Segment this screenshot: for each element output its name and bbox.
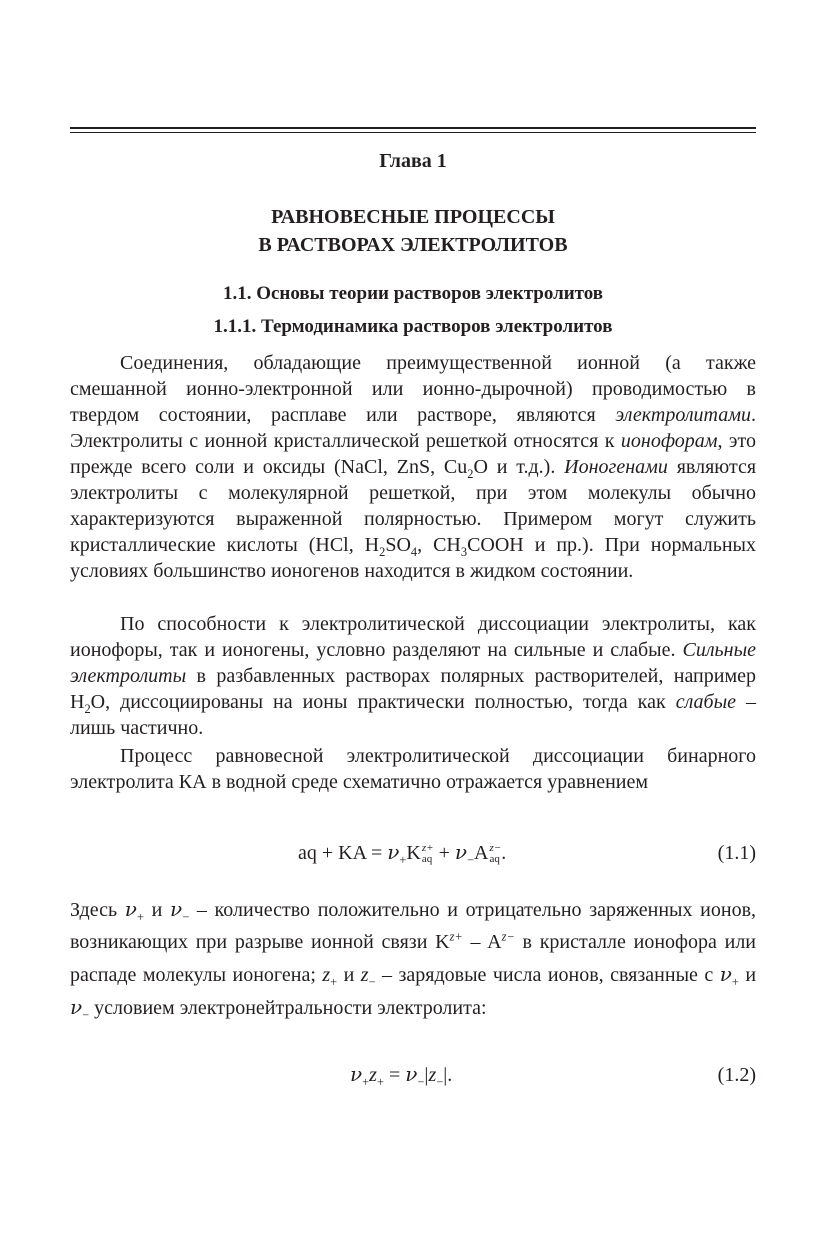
- chapter-number: Глава 1: [379, 150, 447, 172]
- paragraph-1: Соединения, обладающие преимущественной ионной (а также смешанной ионно-электронной или ионно-дырочной) проводимостью в твердом состоянии, расплаве или растворе, являются электролитами. Электролиты с ионной кристаллической решеткой относятся к ионофорам, это прежде всего соли и оксиды (NaCl, ZnS, $Cu_2O$ и т.д.). Ионогенами являются электролиты с молекулярной решеткой, при этом молекулы обычно характеризуются выраженной полярностью. Примером могут служить кристаллические кислоты (HCl, $H_2SO_4$, $CH_3COOH$ и пр.). При нормальных условиях большинство ионогенов находится в жидком состоянии.: [70, 352, 757, 582]
- equation-number-1-2: (1.2): [717, 1064, 756, 1086]
- top-rule-thick: [70, 127, 756, 129]
- paragraph-4: Здесь $\nu_+$ и $\nu_-$ – количество положительно и отрицательно заряженных ионов, возникающих при разрыве ионной связи $K^{z+} - A^{z-}$ в кристалле ионофора или распаде молекулы ионогена; $z_+$ и $z_-$ – зарядовые числа ионов, связанные с $\nu_+$ и $\nu_-$ условием электронейтральности электролита:: [70, 897, 757, 1022]
- term-ionophores: ионофорам: [620, 430, 718, 452]
- term-strong-electrolytes: Сильные электролиты: [70, 639, 756, 687]
- chapter-title-line2: В РАСТВОРАХ ЭЛЕКТРОЛИТОВ: [258, 234, 568, 256]
- paragraph-2: По способности к электролитической диссоциации электролиты, как ионофоры, так и ионогены, условно разделяют на сильные и слабые. Сильные электролиты в разбавленных растворах полярных растворителей, например $H_2O$, диссоциированы на ионы практически полностью, тогда как слабые – лишь частично.: [70, 613, 757, 739]
- term-ionogens: Ионогенами: [564, 456, 668, 478]
- chapter-title-line1: РАВНОВЕСНЫЕ ПРОЦЕССЫ: [271, 206, 555, 228]
- section-heading: 1.1. Основы теории растворов электролитов: [222, 283, 604, 304]
- top-rule-thin: [70, 132, 756, 133]
- chapter-title: [70, 203, 756, 259]
- equation-1-1: aq + KA = $\nu_+K$ z+ aq + $\nu_-A$ z− aq .: [298, 840, 507, 867]
- equation-1-2: $\nu_+z_+ = \nu_-|z_-|$.: [350, 1062, 453, 1089]
- term-electrolytes: электролитами: [615, 404, 751, 426]
- subsection-heading: 1.1.1. Термодинамика растворов электролитов: [213, 316, 613, 337]
- term-weak: слабые: [675, 691, 737, 713]
- equation-number-1-1: (1.1): [717, 842, 756, 864]
- paragraph-3: Процесс равновесной электролитической диссоциации бинарного электролита КА в водной среде схематично отражается уравнением: [70, 745, 756, 793]
